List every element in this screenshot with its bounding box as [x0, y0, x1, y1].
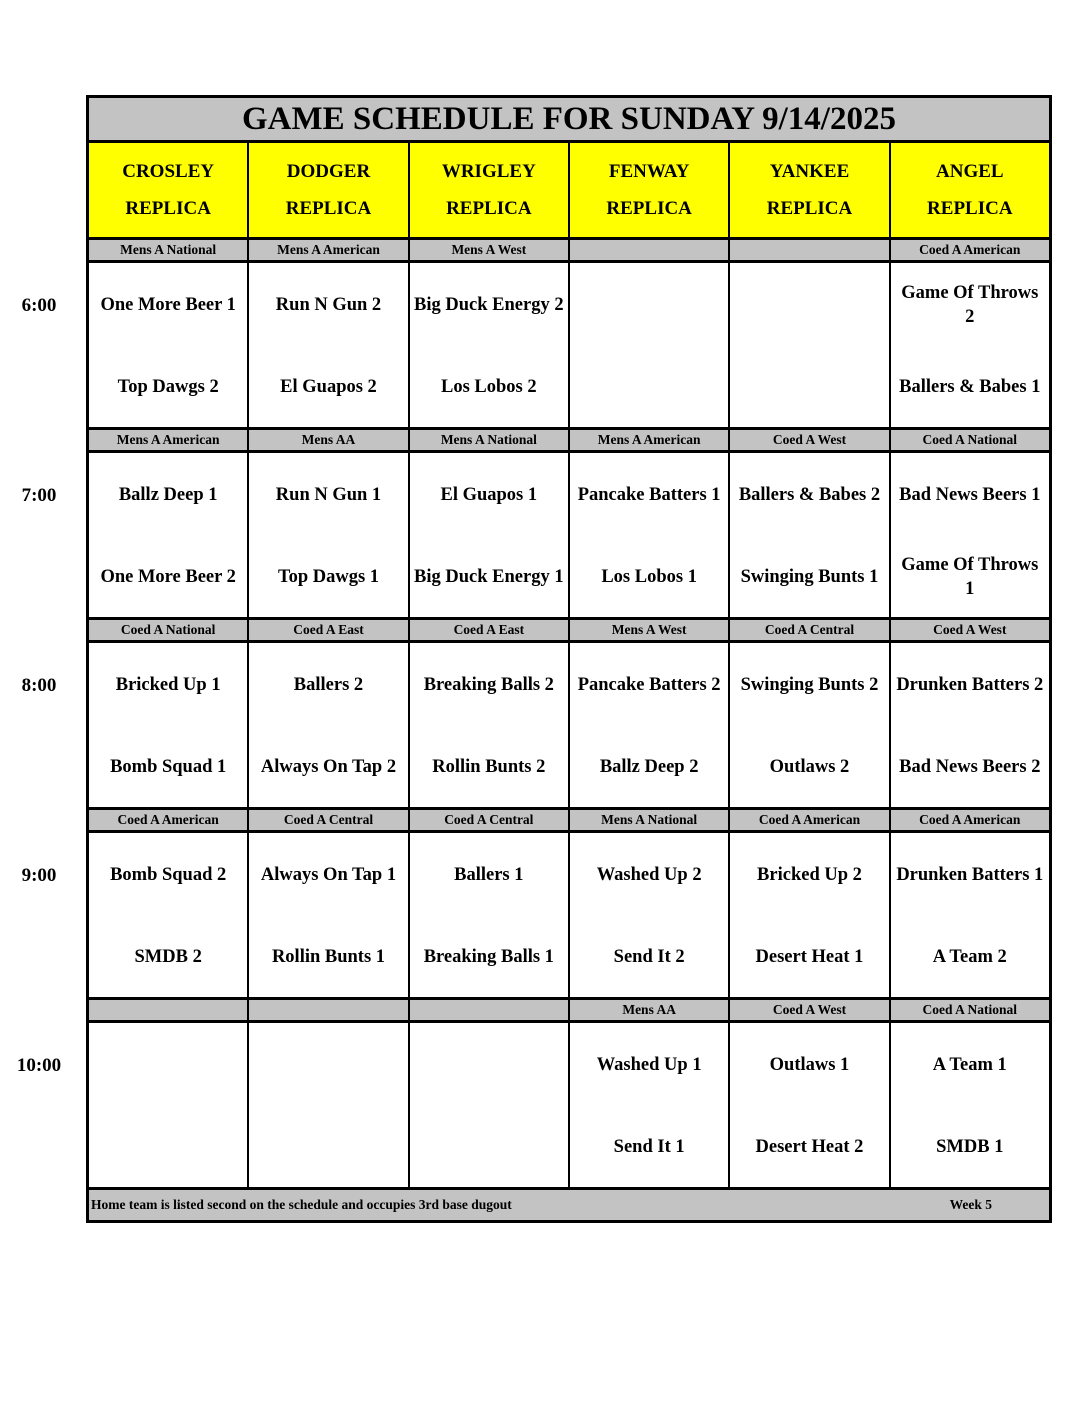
away-team: Drunken Batters 2: [896, 675, 1044, 695]
home-team: Desert Heat 1: [755, 947, 864, 967]
home-team: [410, 1117, 568, 1177]
division-label: [249, 1000, 409, 1020]
away-team: [730, 275, 888, 335]
division-label: [730, 240, 890, 260]
away-team: Ballers 2: [293, 675, 364, 695]
home-team: Send It 1: [613, 1137, 685, 1157]
field-name: DODGER: [286, 161, 371, 182]
away-team: Breaking Balls 2: [423, 675, 554, 695]
field-sub: REPLICA: [766, 198, 853, 219]
division-label: Coed A National: [891, 430, 1049, 450]
game-cell: [891, 453, 1049, 617]
schedule-table: [16, 95, 1052, 1223]
game-cell: [570, 453, 730, 617]
division-label: Mens A American: [570, 430, 730, 450]
field-name: FENWAY: [608, 161, 690, 182]
home-team: Always On Tap 2: [260, 757, 397, 777]
home-team: Bomb Squad 1: [110, 757, 227, 777]
game-cell: [89, 453, 249, 617]
division-label: Mens A West: [410, 240, 570, 260]
game-cell: [730, 453, 890, 617]
game-cell: [249, 643, 409, 807]
game-cell: [249, 833, 409, 997]
away-team: Pancake Batters 2: [577, 675, 721, 695]
away-team: Pancake Batters 1: [577, 485, 721, 505]
division-label: Coed A National: [891, 1000, 1049, 1020]
game-cell: [570, 833, 730, 997]
field-wrigley: [410, 143, 570, 237]
division-label: Coed A American: [891, 240, 1049, 260]
home-team: Top Dawgs 1: [277, 567, 380, 587]
field-dodger: [249, 143, 409, 237]
home-team: Top Dawgs 2: [117, 377, 219, 397]
division-label: Coed A Central: [410, 810, 570, 830]
game-cell: [730, 643, 890, 807]
division-row: [86, 240, 1052, 263]
away-team: Drunken Batters 1: [896, 865, 1044, 885]
field-yankee: [730, 143, 890, 237]
away-team: Bomb Squad 2: [110, 865, 227, 885]
home-team: Ballz Deep 2: [599, 757, 699, 777]
game-cell: [410, 263, 570, 427]
away-team: One More Beer 1: [100, 295, 236, 315]
away-team: Always On Tap 1: [260, 865, 397, 885]
game-cell: [89, 1023, 249, 1187]
division-label: Coed A National: [89, 620, 249, 640]
away-team: Ballers & Babes 2: [738, 485, 881, 505]
home-team: Big Duck Energy 1: [414, 567, 564, 587]
away-team: [570, 275, 728, 335]
division-label: Mens A American: [249, 240, 409, 260]
game-cell: [249, 1023, 409, 1187]
time-label: 10:00: [16, 1055, 62, 1076]
field-sub: REPLICA: [446, 198, 532, 219]
game-row: [86, 263, 1052, 430]
field-sub: REPLICA: [927, 198, 1013, 219]
away-team: A Team 1: [932, 1055, 1007, 1075]
home-team: Swinging Bunts 1: [740, 567, 879, 587]
field-name: YANKEE: [769, 161, 850, 182]
week-label: Week 5: [949, 1197, 992, 1212]
away-team: Big Duck Energy 2: [414, 295, 564, 315]
schedule-footer: [86, 1190, 1052, 1223]
time-label: 6:00: [21, 295, 57, 316]
division-label: Mens A West: [570, 620, 730, 640]
home-team: [89, 1117, 247, 1177]
home-team: Bad News Beers 2: [899, 757, 1041, 777]
home-team: [570, 357, 728, 417]
division-label: Coed A East: [410, 620, 570, 640]
division-label: [89, 1000, 249, 1020]
game-cell: [570, 1023, 730, 1187]
division-label: [410, 1000, 570, 1020]
footer-note: Home team is listed second on the schedule and occupies 3rd base dugout: [91, 1197, 512, 1212]
division-label: Coed A West: [730, 430, 890, 450]
home-team: SMDB 1: [936, 1137, 1004, 1157]
division-label: Mens AA: [570, 1000, 730, 1020]
home-team: Rollin Bunts 2: [432, 757, 546, 777]
field-sub: REPLICA: [606, 198, 692, 219]
division-label: Coed A East: [249, 620, 409, 640]
field-name: CROSLEY: [122, 161, 215, 182]
home-team: Los Lobos 1: [601, 567, 697, 587]
game-cell: [891, 643, 1049, 807]
home-team: [249, 1117, 407, 1177]
home-team: El Guapos 2: [280, 377, 377, 397]
division-label: Coed A Central: [730, 620, 890, 640]
division-label: Mens A American: [89, 430, 249, 450]
away-team: [89, 1035, 247, 1095]
division-row: [86, 430, 1052, 453]
time-label: 7:00: [21, 485, 57, 506]
game-row: [86, 833, 1052, 1000]
division-row: [86, 620, 1052, 643]
home-team: SMDB 2: [134, 947, 202, 967]
away-team: Run N Gun 1: [275, 485, 382, 505]
away-team: [410, 1035, 568, 1095]
time-label: 9:00: [21, 865, 57, 886]
field-angel: [891, 143, 1049, 237]
division-label: Mens AA: [249, 430, 409, 450]
time-slot-block: [21, 620, 1052, 810]
game-cell: [891, 1023, 1049, 1187]
division-label: Mens A National: [89, 240, 249, 260]
time-slot-block: [21, 430, 1052, 620]
away-team: Game Of Throws 2: [901, 283, 1039, 327]
home-team: Desert Heat 2: [755, 1137, 864, 1157]
away-team: El Guapos 1: [440, 485, 538, 505]
field-sub: REPLICA: [285, 198, 372, 219]
division-label: Mens A National: [410, 430, 570, 450]
division-label: Mens A National: [570, 810, 730, 830]
game-cell: [570, 263, 730, 427]
division-label: Coed A Central: [249, 810, 409, 830]
schedule-title: GAME SCHEDULE FOR SUNDAY 9/14/2025: [86, 95, 1052, 143]
game-cell: [410, 1023, 570, 1187]
away-team: Ballz Deep 1: [118, 485, 218, 505]
time-label: 8:00: [21, 675, 57, 696]
time-slots: [16, 240, 1052, 1190]
game-row: [86, 453, 1052, 620]
game-cell: [249, 263, 409, 427]
division-row: [86, 810, 1052, 833]
game-cell: [730, 833, 890, 997]
field-sub: REPLICA: [125, 198, 211, 219]
division-label: Coed A West: [891, 620, 1049, 640]
away-team: Bad News Beers 1: [899, 485, 1041, 505]
home-team: Breaking Balls 1: [423, 947, 554, 967]
game-cell: [89, 263, 249, 427]
home-team: Send It 2: [613, 947, 685, 967]
home-team: [730, 357, 888, 417]
away-team: [249, 1035, 407, 1095]
field-fenway: [570, 143, 730, 237]
game-cell: [89, 833, 249, 997]
home-team: Outlaws 2: [769, 757, 850, 777]
game-cell: [570, 643, 730, 807]
division-label: Coed A American: [730, 810, 890, 830]
game-row: [86, 1023, 1052, 1190]
division-label: Coed A American: [891, 810, 1049, 830]
game-cell: [730, 263, 890, 427]
away-team: Run N Gun 2: [275, 295, 382, 315]
away-team: Bricked Up 1: [115, 675, 221, 695]
away-team: Outlaws 1: [769, 1055, 850, 1075]
game-cell: [410, 833, 570, 997]
division-label: Coed A American: [89, 810, 249, 830]
time-slot-block: [16, 1000, 1052, 1190]
field-name: WRIGLEY: [441, 161, 536, 182]
home-team: One More Beer 2: [100, 567, 236, 587]
game-cell: [730, 1023, 890, 1187]
home-team: Ballers & Babes 1: [899, 377, 1041, 397]
home-team: A Team 2: [932, 947, 1007, 967]
game-cell: [891, 263, 1049, 427]
game-row: [86, 643, 1052, 810]
away-team: Ballers 1: [454, 865, 524, 885]
away-team: Washed Up 2: [596, 865, 702, 885]
away-team: Bricked Up 2: [757, 865, 862, 885]
game-cell: [249, 453, 409, 617]
division-label: Coed A West: [730, 1000, 890, 1020]
home-team: Rollin Bunts 1: [271, 947, 386, 967]
game-cell: [410, 643, 570, 807]
field-name: ANGEL: [936, 161, 1004, 182]
away-team: Swinging Bunts 2: [740, 675, 879, 695]
division-label: [570, 240, 730, 260]
home-team: Game Of Throws 1: [901, 555, 1039, 599]
time-slot-block: [21, 240, 1052, 430]
division-row: [86, 1000, 1052, 1023]
time-slot-block: [21, 810, 1052, 1000]
field-header-row: [86, 143, 1052, 240]
home-team: Los Lobos 2: [441, 377, 537, 397]
game-cell: [89, 643, 249, 807]
game-cell: [410, 453, 570, 617]
field-crosley: [89, 143, 249, 237]
away-team: Washed Up 1: [596, 1055, 702, 1075]
game-cell: [891, 833, 1049, 997]
